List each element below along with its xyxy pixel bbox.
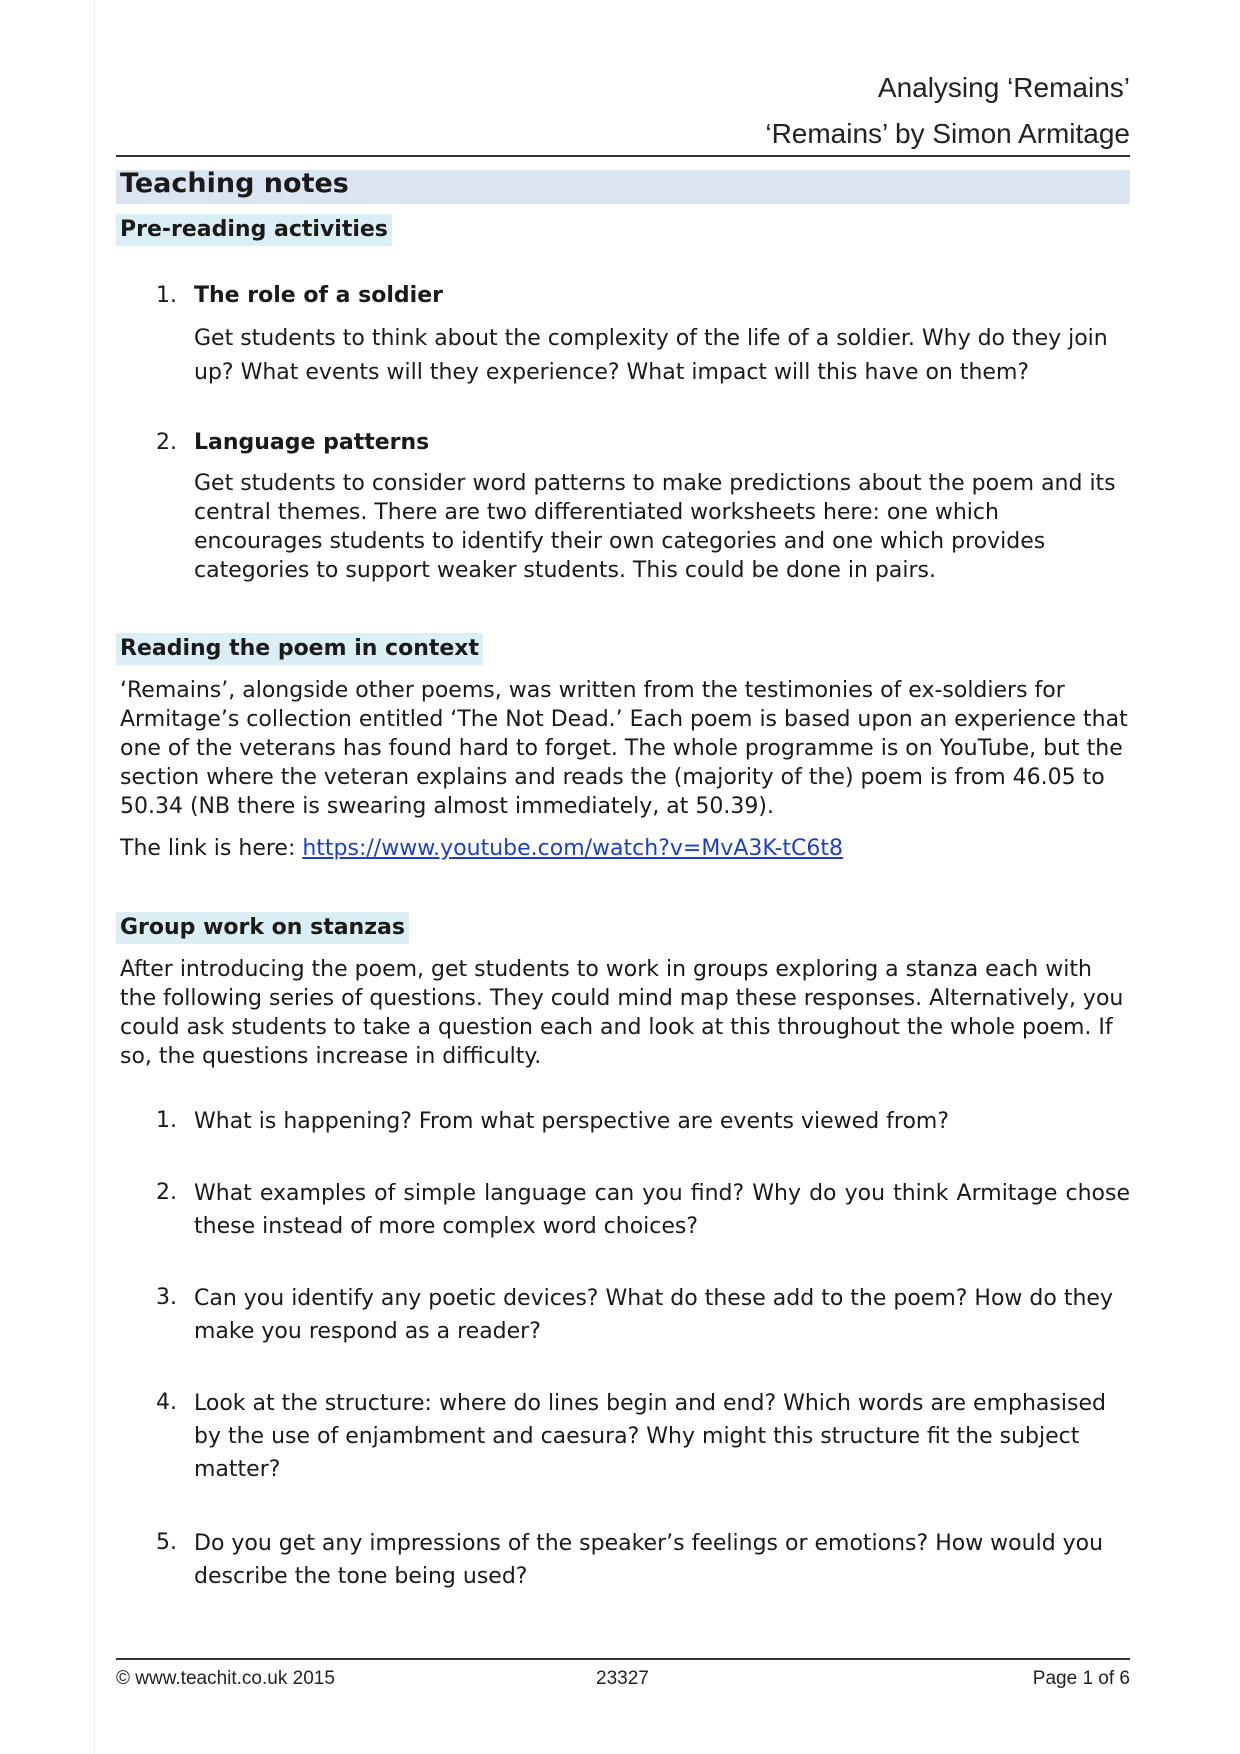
youtube-link[interactable]: https://www.youtube.com/watch?v=MvA3K-tC6t8 [302, 836, 844, 861]
question-number: 5. [156, 1530, 177, 1555]
item-title-role-of-soldier: The role of a soldier [194, 283, 443, 308]
question-number: 3. [156, 1285, 177, 1310]
question-text: What examples of simple language can you find? Why do you think Armitage chose these instead of more complex word choices? [194, 1181, 1130, 1239]
context-link-line [120, 834, 1130, 863]
footer-copyright: © www.teachit.co.uk 2015 [116, 1668, 335, 1689]
group-work-heading: Group work on stanzas [116, 912, 409, 944]
context-heading: Reading the poem in context [116, 633, 483, 665]
header-title: Analysing ‘Remains’ [877, 72, 1130, 103]
question-number: 1. [156, 1108, 177, 1133]
header-rule [116, 155, 1130, 157]
header-subtitle: ‘Remains’ by Simon Armitage [765, 118, 1130, 149]
context-paragraph: ‘Remains’, alongside other poems, was written from the testimonies of ex-soldiers for Armitage’s collection entitled ‘The Not Dead.’ Each poem is based upon an experience that one of the veterans has found hard to forget. The whole programme is on YouTube, but the section where the veteran explains and reads the (majority of the) poem is from 46.05 to 50.34 (NB there is swearing almost immediately, at 50.39). [120, 678, 1128, 819]
group-work-paragraph: After introducing the poem, get students to work in groups exploring a stanza each with the following series of questions. They could mind map these responses. Alternatively, you could ask students to take a question each and look at this throughout the whole poem. If so, the questions increase in difficulty. [120, 957, 1124, 1069]
question-text: Do you get any impressions of the speaker’s feelings or emotions? How would you describe the tone being used? [194, 1531, 1104, 1589]
footer-rule [116, 1658, 1130, 1660]
pre-reading-heading: Pre-reading activities [116, 214, 392, 246]
question-text: Look at the structure: where do lines begin and end? Which words are emphasised by the use of enjambment and caesura? Why might this structure fit the subject matter? [194, 1391, 1106, 1482]
page-left-edge [94, 0, 95, 1754]
link-prefix: The link is here: [120, 836, 303, 861]
footer-code: 23327 [596, 1668, 649, 1689]
item-number: 1. [156, 283, 177, 308]
question-text: Can you identify any poetic devices? What do these add to the poem? How do they make you respond as a reader? [194, 1286, 1113, 1344]
item-text-language-patterns: Get students to consider word patterns to make predictions about the poem and its central themes. There are two differentiated worksheets here: one which encourages students to identify their own categories and one which provides categories to support weaker students. This could be done in pairs. [194, 471, 1116, 583]
document-page [116, 0, 1130, 1754]
question-text: What is happening? From what perspective are events viewed from? [194, 1109, 950, 1134]
item-title-language-patterns: Language patterns [194, 430, 430, 455]
item-text-role-of-soldier: Get students to think about the complexity of the life of a soldier. Why do they join up? What events will they experience? What impact will this have on them? [194, 326, 1108, 385]
question-number: 4. [156, 1390, 177, 1415]
footer-page-number: Page 1 of 6 [1032, 1668, 1130, 1689]
question-number: 2. [156, 1180, 177, 1205]
main-heading: Teaching notes [120, 168, 349, 199]
item-number: 2. [156, 430, 177, 455]
